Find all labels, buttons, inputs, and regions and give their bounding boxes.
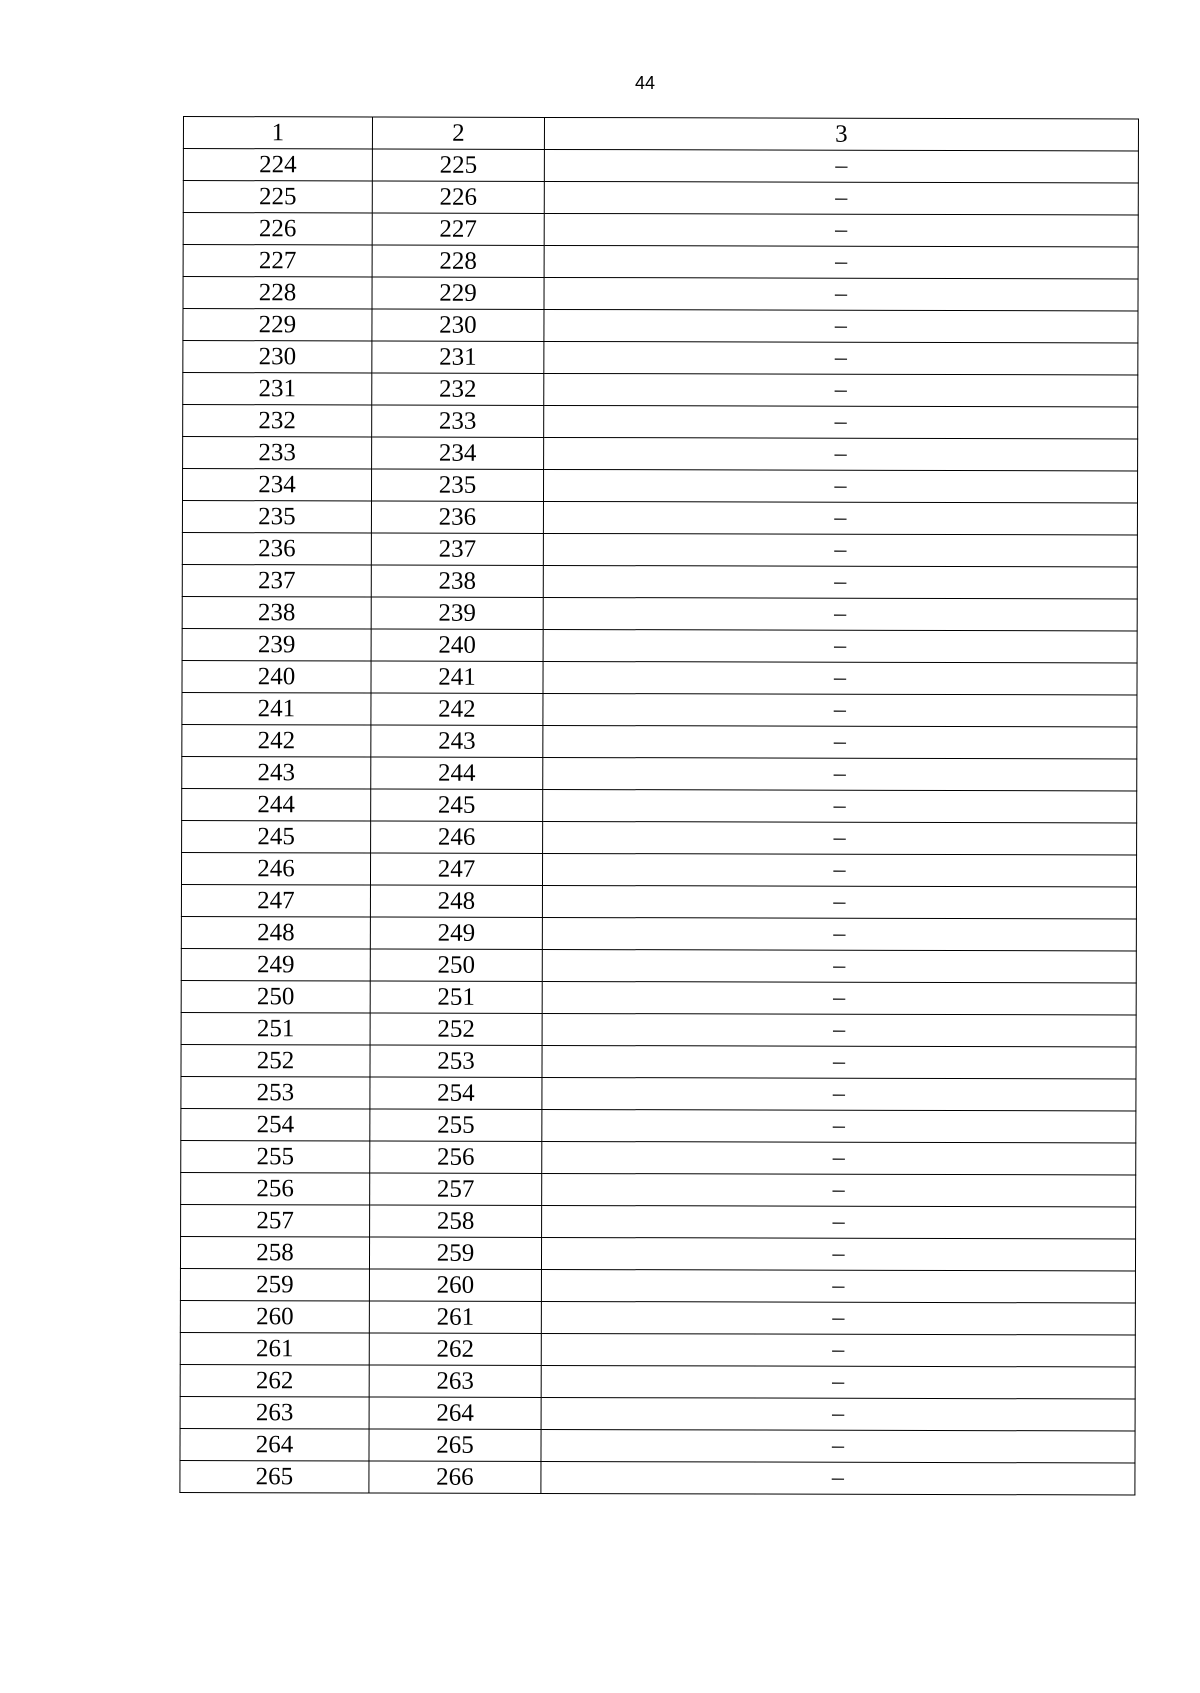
table-cell-col-2: 260 — [369, 1269, 541, 1301]
table-cell-col-2: 252 — [370, 1013, 542, 1045]
column-header-3: 3 — [544, 117, 1138, 151]
table-cell-col-3: – — [541, 1461, 1135, 1495]
table-cell-col-1: 240 — [182, 660, 371, 692]
table-cell-col-2: 248 — [370, 885, 542, 917]
table-cell-col-1: 244 — [182, 788, 371, 820]
table-cell-col-1: 242 — [182, 724, 371, 756]
table-cell-col-2: 227 — [372, 213, 544, 245]
table-row — [180, 1236, 1135, 1271]
table-cell-col-3: – — [543, 629, 1137, 663]
table-cell-col-2: 257 — [370, 1173, 542, 1205]
table-row — [180, 1300, 1135, 1335]
table-cell-col-3: – — [543, 533, 1137, 567]
table-cell-col-2: 229 — [372, 277, 544, 309]
column-header-2: 2 — [372, 117, 544, 149]
table-cell-col-1: 258 — [180, 1236, 369, 1268]
table-cell-col-3: – — [544, 149, 1138, 183]
table-cell-col-3: – — [544, 405, 1138, 439]
table-row — [181, 1204, 1136, 1239]
table-cell-col-1: 243 — [182, 756, 371, 788]
table-cell-col-3: – — [543, 469, 1137, 503]
table-cell-col-2: 247 — [370, 853, 542, 885]
table-cell-col-3: – — [541, 1269, 1135, 1303]
table-cell-col-3: – — [541, 1397, 1135, 1431]
table-cell-col-3: – — [542, 885, 1136, 919]
table-cell-col-3: – — [541, 1365, 1135, 1399]
table-header — [183, 117, 1138, 152]
table-row — [182, 788, 1137, 823]
table-cell-col-3: – — [544, 309, 1138, 343]
table-cell-col-1: 260 — [180, 1300, 369, 1332]
table-cell-col-2: 230 — [372, 309, 544, 341]
table-cell-col-2: 243 — [371, 725, 543, 757]
table-cell-col-3: – — [543, 725, 1137, 759]
table-cell-col-1: 259 — [180, 1268, 369, 1300]
table-row — [182, 501, 1137, 536]
table-cell-col-1: 250 — [181, 980, 370, 1012]
table-cell-col-1: 237 — [182, 564, 371, 596]
table-row — [183, 373, 1138, 408]
table-row — [183, 213, 1138, 248]
table-cell-col-2: 249 — [370, 917, 542, 949]
table-cell-col-1: 226 — [183, 213, 372, 245]
table-cell-col-1: 236 — [182, 532, 371, 564]
table-cell-col-3: – — [543, 757, 1137, 791]
table-cell-col-2: 254 — [370, 1077, 542, 1109]
table-row — [183, 437, 1138, 472]
column-header-1: 1 — [183, 117, 372, 149]
table-cell-col-2: 244 — [371, 757, 543, 789]
table-cell-col-2: 265 — [369, 1429, 541, 1461]
table-cell-col-3: – — [543, 661, 1137, 695]
table-cell-col-2: 239 — [371, 597, 543, 629]
table-row — [183, 149, 1138, 184]
table-row — [182, 532, 1137, 567]
table-cell-col-2: 259 — [369, 1237, 541, 1269]
table-cell-col-3: – — [544, 181, 1138, 215]
table-cell-col-2: 240 — [371, 629, 543, 661]
table-cell-col-1: 245 — [182, 820, 371, 852]
table-cell-col-1: 224 — [183, 149, 372, 181]
table-row — [182, 756, 1137, 791]
table-cell-col-3: – — [541, 1429, 1135, 1463]
table-cell-col-3: – — [544, 213, 1138, 247]
table-row — [183, 245, 1138, 280]
table-cell-col-3: – — [542, 1045, 1136, 1079]
table-cell-col-3: – — [542, 981, 1136, 1015]
table-cell-col-2: 237 — [371, 533, 543, 565]
table-cell-col-2: 228 — [372, 245, 544, 277]
table-cell-col-3: – — [542, 1077, 1136, 1111]
table-cell-col-3: – — [544, 341, 1138, 375]
table-cell-col-2: 231 — [372, 341, 544, 373]
table-cell-col-2: 266 — [369, 1461, 541, 1493]
table-cell-col-3: – — [543, 565, 1137, 599]
table-cell-col-3: – — [541, 1237, 1135, 1271]
table-cell-col-3: – — [543, 693, 1137, 727]
table-row — [181, 1172, 1136, 1207]
table-row — [182, 628, 1137, 663]
table-cell-col-1: 235 — [182, 501, 371, 533]
table-cell-col-2: 261 — [369, 1301, 541, 1333]
table-cell-col-2: 255 — [370, 1109, 542, 1141]
table-cell-col-2: 235 — [371, 469, 543, 501]
table-body — [180, 149, 1139, 1495]
table-row — [183, 405, 1138, 440]
table-cell-col-3: – — [542, 1109, 1136, 1143]
table-row — [183, 181, 1138, 216]
table-row — [182, 596, 1137, 631]
table-cell-col-1: 263 — [180, 1396, 369, 1428]
table-row — [181, 884, 1136, 919]
table-cell-col-1: 261 — [180, 1332, 369, 1364]
table-cell-col-3: – — [541, 1301, 1135, 1335]
table-cell-col-2: 256 — [370, 1141, 542, 1173]
table-cell-col-1: 228 — [183, 277, 372, 309]
table-cell-col-3: – — [544, 245, 1138, 279]
table-cell-col-1: 229 — [183, 309, 372, 341]
table-cell-col-3: – — [542, 1141, 1136, 1175]
table-cell-col-1: 233 — [183, 437, 372, 469]
table-cell-col-3: – — [544, 437, 1138, 471]
table-cell-col-1: 239 — [182, 628, 371, 660]
table-row — [182, 660, 1137, 695]
table-row — [183, 309, 1138, 344]
table-row — [181, 980, 1136, 1015]
table-cell-col-2: 242 — [371, 693, 543, 725]
table-cell-col-1: 230 — [183, 341, 372, 373]
table-row — [181, 1044, 1136, 1079]
table-row — [182, 692, 1137, 727]
table-cell-col-2: 253 — [370, 1045, 542, 1077]
table-row — [182, 469, 1137, 504]
table-cell-col-2: 262 — [369, 1333, 541, 1365]
page-number: 44 — [634, 73, 656, 93]
table-cell-col-1: 231 — [183, 373, 372, 405]
table-cell-col-2: 251 — [370, 981, 542, 1013]
table-cell-col-3: – — [542, 917, 1136, 951]
table-cell-col-2: 234 — [372, 437, 544, 469]
table-cell-col-1: 238 — [182, 596, 371, 628]
table-row — [181, 1076, 1136, 1111]
table-row — [181, 916, 1136, 951]
table-row — [180, 1364, 1135, 1399]
table-cell-col-3: – — [542, 1205, 1136, 1239]
table-row — [183, 277, 1138, 312]
table-cell-col-3: – — [542, 1173, 1136, 1207]
table-row — [182, 724, 1137, 759]
data-table — [179, 116, 1139, 1495]
table-cell-col-1: 248 — [181, 916, 370, 948]
table-row — [180, 1268, 1135, 1303]
table-cell-col-3: – — [542, 1013, 1136, 1047]
table-cell-col-2: 245 — [371, 789, 543, 821]
table-row — [180, 1332, 1135, 1367]
table-cell-col-2: 233 — [372, 405, 544, 437]
table-cell-col-2: 238 — [371, 565, 543, 597]
table-cell-col-1: 246 — [181, 852, 370, 884]
table-cell-col-1: 225 — [183, 181, 372, 213]
table-cell-col-3: – — [544, 373, 1138, 407]
table-row — [181, 852, 1136, 887]
table-cell-col-2: 236 — [371, 501, 543, 533]
table-row — [180, 1396, 1135, 1431]
table-row — [180, 1460, 1135, 1495]
table-cell-col-3: – — [543, 597, 1137, 631]
table-cell-col-1: 254 — [181, 1108, 370, 1140]
table-row — [180, 1428, 1135, 1463]
table-cell-col-2: 264 — [369, 1397, 541, 1429]
table-cell-col-3: – — [543, 821, 1137, 855]
table-cell-col-1: 265 — [180, 1460, 369, 1492]
table-cell-col-2: 241 — [371, 661, 543, 693]
table-row — [183, 341, 1138, 376]
table-cell-col-2: 232 — [372, 373, 544, 405]
table-cell-col-3: – — [543, 501, 1137, 535]
table-cell-col-1: 256 — [181, 1172, 370, 1204]
table-cell-col-1: 234 — [182, 469, 371, 501]
table-cell-col-1: 252 — [181, 1044, 370, 1076]
table-cell-col-2: 263 — [369, 1365, 541, 1397]
table-cell-col-3: – — [541, 1333, 1135, 1367]
table-row — [181, 948, 1136, 983]
table-cell-col-3: – — [544, 277, 1138, 311]
table-cell-col-1: 241 — [182, 692, 371, 724]
table-cell-col-1: 255 — [181, 1140, 370, 1172]
table-cell-col-1: 262 — [180, 1364, 369, 1396]
table-cell-col-1: 247 — [181, 884, 370, 916]
table-cell-col-1: 251 — [181, 1012, 370, 1044]
header-row — [183, 117, 1138, 152]
table-cell-col-2: 258 — [370, 1205, 542, 1237]
table-cell-col-1: 249 — [181, 948, 370, 980]
table-cell-col-2: 250 — [370, 949, 542, 981]
table-cell-col-2: 246 — [371, 821, 543, 853]
table-cell-col-1: 257 — [181, 1204, 370, 1236]
table-cell-col-3: – — [543, 789, 1137, 823]
table-cell-col-2: 225 — [372, 149, 544, 181]
table-row — [181, 1012, 1136, 1047]
table-row — [181, 1140, 1136, 1175]
table-cell-col-1: 253 — [181, 1076, 370, 1108]
table-row — [182, 564, 1137, 599]
table-row — [181, 1108, 1136, 1143]
table-cell-col-2: 226 — [372, 181, 544, 213]
table-cell-col-1: 264 — [180, 1428, 369, 1460]
table-cell-col-3: – — [542, 949, 1136, 983]
table-cell-col-1: 227 — [183, 245, 372, 277]
table-cell-col-3: – — [542, 853, 1136, 887]
table-row — [182, 820, 1137, 855]
table-cell-col-1: 232 — [183, 405, 372, 437]
